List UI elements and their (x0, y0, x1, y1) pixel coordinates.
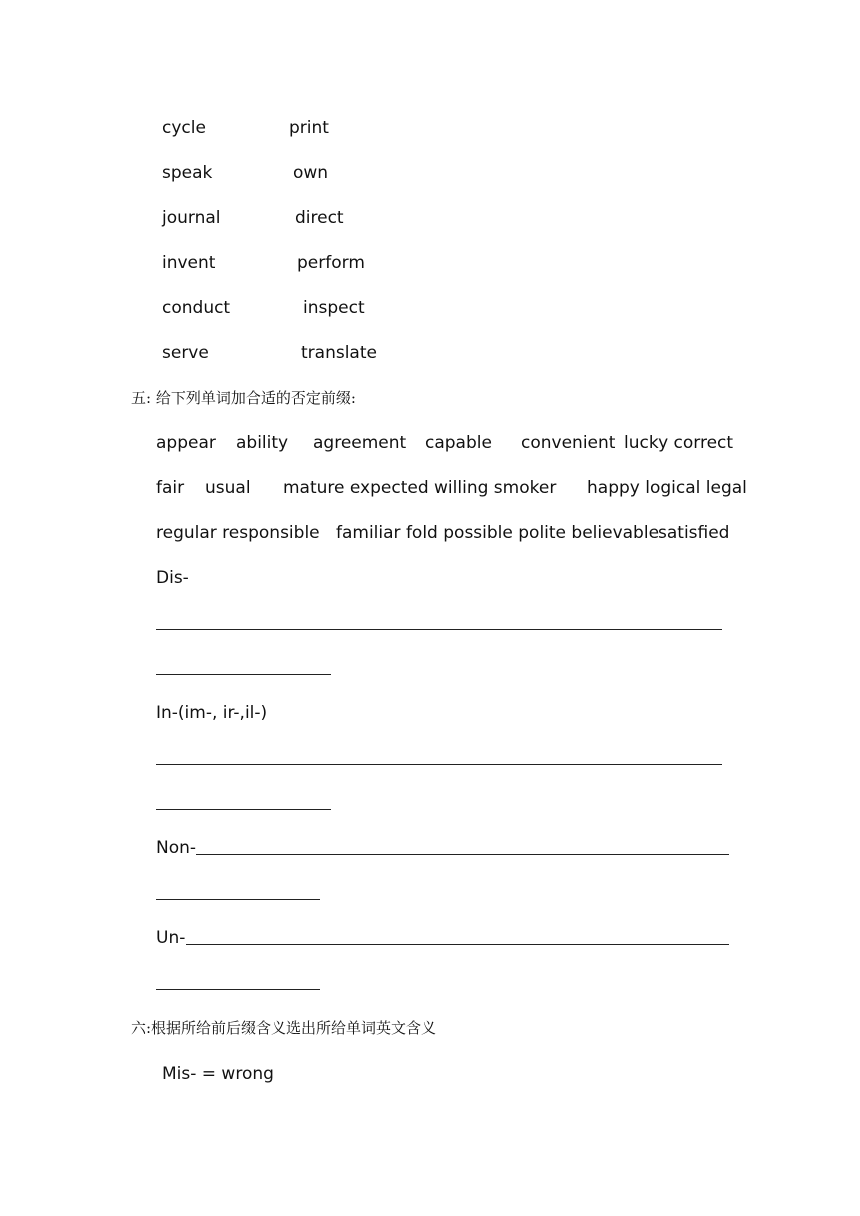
answer-line-un-2[interactable] (156, 989, 320, 990)
word-right-5: inspect (303, 298, 365, 318)
word-left-4: invent (162, 253, 216, 273)
word-bank-item: ability (236, 433, 289, 453)
word-bank-item: convenient (521, 433, 616, 453)
word-right-2: own (293, 163, 329, 183)
prefix-in-label: In-(im-, ir-,il-) (156, 703, 268, 723)
answer-line-in-2[interactable] (156, 809, 331, 810)
word-bank-item: appear (156, 433, 216, 453)
word-bank-item: capable (425, 433, 492, 453)
word-right-6: translate (301, 343, 377, 363)
prefix-un-label: Un- (156, 928, 186, 948)
word-bank-item: familiar fold possible polite believable (336, 523, 660, 543)
word-left-5: conduct (162, 298, 231, 318)
word-left-2: speak (162, 163, 213, 183)
word-right-1: print (289, 118, 329, 138)
prefix-dis-label: Dis- (156, 568, 189, 588)
mis-prefix-item: Mis- = wrong (162, 1064, 274, 1084)
word-bank-item: happy logical legal (587, 478, 747, 498)
word-bank-item: fair (156, 478, 185, 498)
word-bank-item: regular responsible (156, 523, 320, 543)
answer-line-non-1[interactable] (196, 854, 729, 855)
answer-line-in-1[interactable] (156, 764, 722, 765)
answer-line-dis-1[interactable] (156, 629, 722, 630)
word-right-4: perform (297, 253, 365, 273)
word-bank-item: satisfied (658, 523, 730, 543)
section-5-heading: 五: 给下列单词加合适的否定前缀: (131, 389, 356, 407)
section-6-heading: 六:根据所给前后缀含义选出所给单词英文含义 (131, 1019, 437, 1037)
word-bank-item: agreement (313, 433, 407, 453)
word-left-6: serve (162, 343, 209, 363)
prefix-non-label: Non- (156, 838, 197, 858)
answer-line-un-1[interactable] (186, 944, 729, 945)
word-bank-item: usual (205, 478, 251, 498)
word-bank-item: lucky correct (624, 433, 734, 453)
word-right-3: direct (295, 208, 344, 228)
word-bank-item: mature expected willing smoker (283, 478, 557, 498)
answer-line-dis-2[interactable] (156, 674, 331, 675)
word-left-1: cycle (162, 118, 206, 138)
word-left-3: journal (162, 208, 221, 228)
answer-line-non-2[interactable] (156, 899, 320, 900)
